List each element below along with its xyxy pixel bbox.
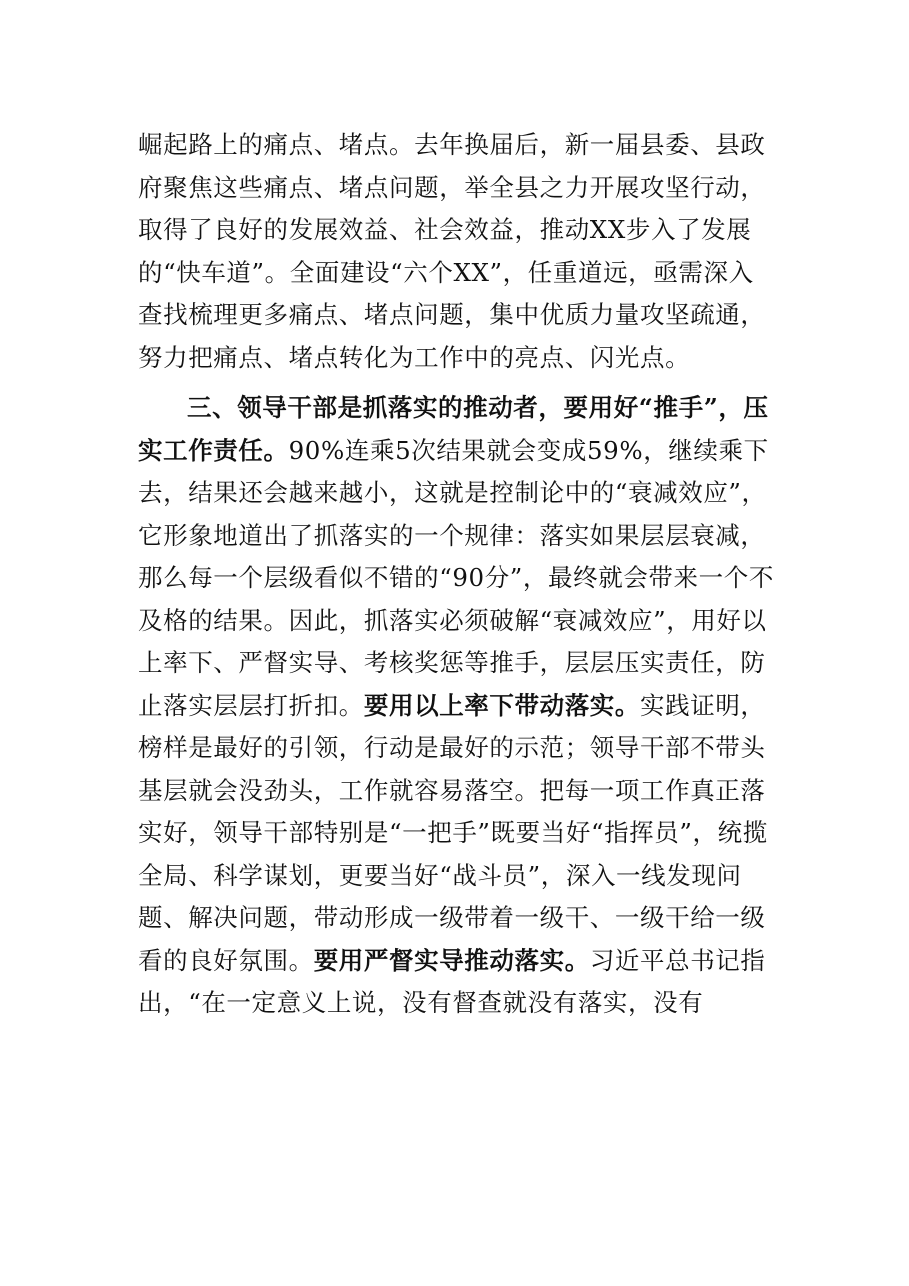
subheading-supervision: 要用严督实导推动落实。 (313, 945, 590, 975)
document-body (138, 124, 778, 1025)
subheading-lead-by-example: 要用以上率下带动落实。 (363, 690, 641, 720)
section-heading: 三、领导干部是抓落实的推动者，要用好“推手”，压实工作责任。 (138, 393, 769, 465)
paragraph-continuation: 崛起路上的痛点、堵点。去年换届后，新一届县委、县政府聚焦这些痛点、堵点问题，举全县之力开展攻坚行动，取得了良好的发展效益、社会效益，推动XX步入了发展的“快车道”。全面建设“六个XX”，任重道远，亟需深入查找梳理更多痛点、堵点问题，集中优质力量攻坚疏通，努力把痛点、堵点转化为工作中的亮点、闪光点。 (138, 130, 766, 372)
paragraph-text: 90%连乘5次结果就会变成59%，继续乘下去，结果还会越来越小，这就是控制论中的“衰减效应”，它形象地道出了抓落实的一个规律：落实如果层层衰减，那么每一个层级看似不错的“90分”，最终就会带来一个不及格的结果。因此，抓落实必须破解“衰减效应”，用好以上率下、严督实导、考核奖惩等推手，层层压实责任，防止落实层层打折扣。 (138, 435, 774, 720)
paragraph-text: 习近平总书记指出，“在一定意义上说，没有督查就没有落实，没有 (138, 945, 766, 1017)
paragraph-section-three (138, 387, 778, 1025)
paragraph-text: 实践证明，榜样是最好的引领，行动是最好的示范；领导干部不带头基层就会没劲头，工作就容易落空。把每一项工作真正落实好，领导干部特别是“一把手”既要当好“指挥员”，统揽全局、科学谋划，更要当好“战斗员”，深入一线发现问题、解决问题，带动形成一级带着一级干、一级干给一级看的良好氛围。 (138, 690, 768, 975)
